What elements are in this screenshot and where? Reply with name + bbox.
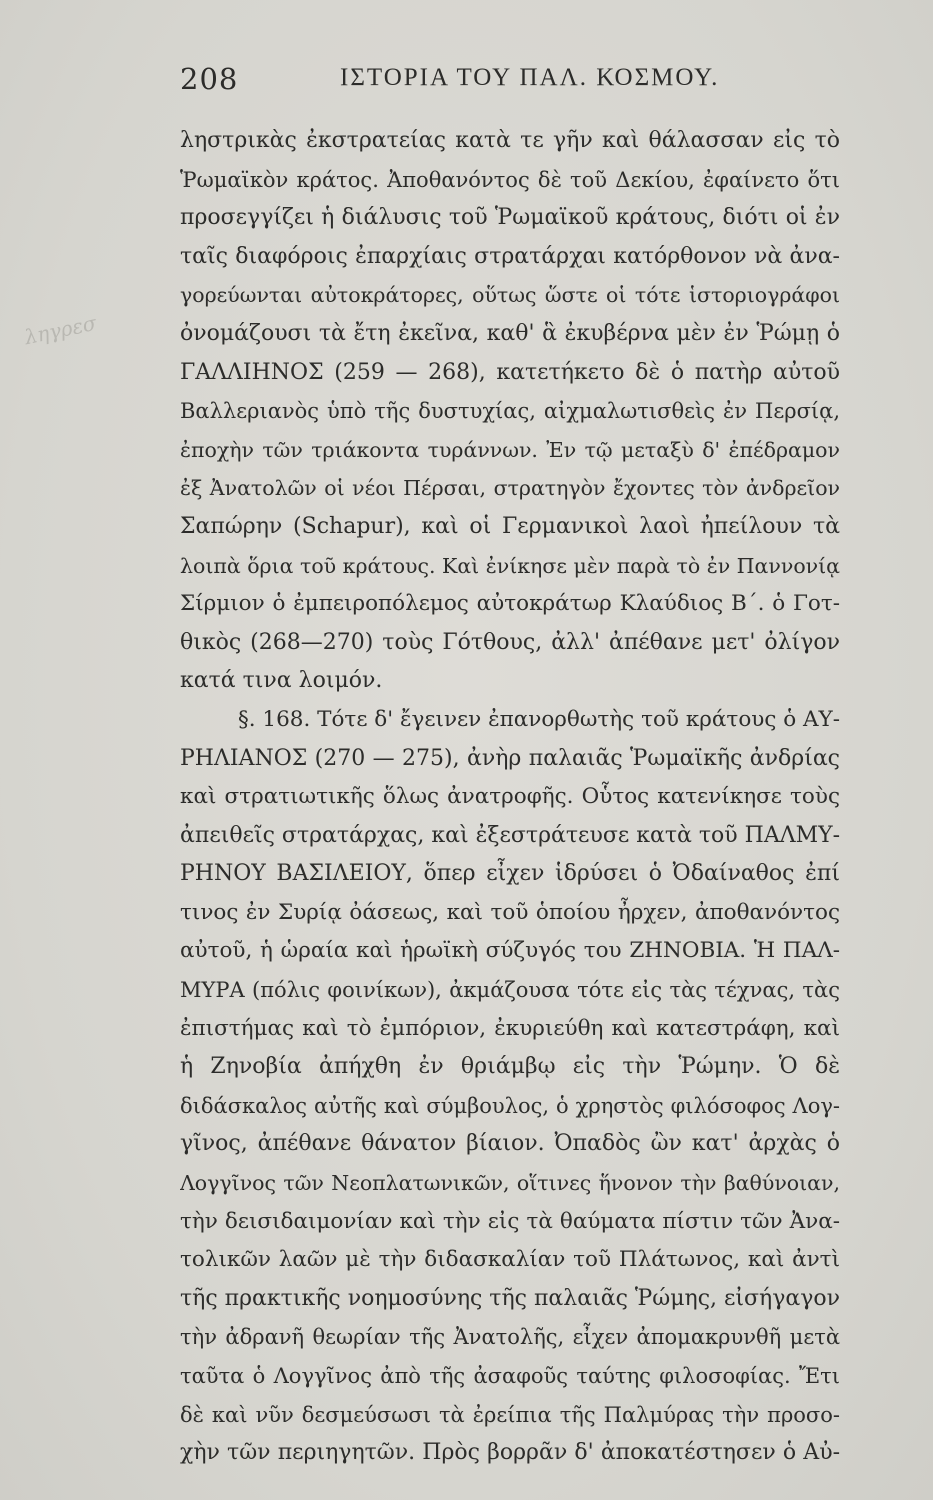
text-line: ὀνομάζουσι τὰ ἔτη ἐκεῖνα, καθ' ἃ ἐκυβέρνα μὲν ἐν Ῥώμῃ ὁ [180, 320, 840, 346]
text-line: ληστρικὰς ἐκστρατείας κατὰ τε γῆν καὶ θάλασσαν εἰς τὸ [180, 128, 840, 153]
text-line: διδάσκαλος αὐτῆς καὶ σύμβουλος, ὁ χρηστὸς φιλόσοφος Λογ- [180, 1093, 840, 1118]
text-line: ἡ Ζηνοβία ἀπήχθη ἐν θριάμβῳ εἰς τὴν Ῥώμην. Ὁ δὲ [180, 1054, 840, 1080]
text-line: τῆς πρακτικῆς νοημοσύνης τῆς παλαιᾶς Ῥώμης, εἰσήγαγον [180, 1285, 840, 1311]
text-line: Σίρμιον ὁ ἐμπειροπόλεμος αὐτοκράτωρ Κλαύδιος Β΄. ὁ Γοτ- [180, 591, 840, 617]
text-line: καὶ στρατιωτικῆς ὅλως ἀνατροφῆς. Οὗτος κατενίκησε τοὺς [180, 784, 840, 810]
text-line: αὐτοῦ, ἡ ὡραία καὶ ἡρωϊκὴ σύζυγός του ΖΗΝΟΒΙΑ. Ἡ ΠΑΛ- [180, 938, 840, 964]
text-line: λοιπὰ ὅρια τοῦ κράτους. Καὶ ἐνίκησε μὲν παρὰ τὸ ἐν Παννονίᾳ [180, 553, 840, 578]
text-line: ἐπιστήμας καὶ τὸ ἐμπόριον, ἐκυριεύθη καὶ κατεστράφη, καὶ [180, 1015, 840, 1041]
text-line: τολικῶν λαῶν μὲ τὴν διδασκαλίαν τοῦ Πλάτωνος, καὶ ἀντὶ [180, 1247, 840, 1273]
text-line: ταῦτα ὁ Λογγῖνος ἀπὸ τῆς ἀσαφοῦς ταύτης φιλοσοφίας. Ἔτι [180, 1364, 840, 1388]
text-line: ΡΗΛΙΑΝΟΣ (270 — 275), ἀνὴρ παλαιᾶς Ῥωμαϊκῆς ἀνδρίας [180, 745, 840, 771]
text-line: προσεγγίζει ἡ διάλυσις τοῦ Ῥωμαϊκοῦ κράτους, διότι οἱ ἐν [180, 205, 840, 231]
text-line: τὴν δεισιδαιμονίαν καὶ τὴν εἰς τὰ θαύματα πίστιν τῶν Ἀνα- [180, 1208, 840, 1234]
text-line: ΡΗΝΟΥ ΒΑΣΙΛΕΙΟΥ, ὅπερ εἶχεν ἱδρύσει ὁ Ὀδαίναθος ἐπί [180, 861, 840, 887]
paragraph-end-line: κατά τινα λοιμόν. [180, 668, 383, 694]
text-line: Βαλλεριανὸς ὑπὸ τῆς δυστυχίας, αἰχμαλωτισθεὶς ἐν Περσίᾳ, [180, 399, 840, 424]
text-line: ΜΥΡΑ (πόλις φοινίκων), ἀκμάζουσα τότε εἰς τὰς τέχνας, τὰς [180, 978, 840, 1003]
text-line: τινος ἐν Συρίᾳ ὀάσεως, καὶ τοῦ ὁποίου ἦρχεν, ἀποθανόντος [180, 899, 840, 925]
section-168-start: §. 168. Τότε δ' ἔγεινεν ἐπανορθωτὴς τοῦ κράτους ὁ ΑΥ- [238, 706, 840, 732]
text-line: τὴν ἀδρανῆ θεωρίαν τῆς Ἀνατολῆς, εἶχεν ἀπομακρυνθῆ μετὰ [180, 1325, 840, 1350]
text-line: γῖνος, ἀπέθανε θάνατον βίαιον. Ὀπαδὸς ὢν κατ' ἀρχὰς ὁ [180, 1131, 840, 1157]
page-number: 208 [180, 62, 239, 96]
running-head: ΙΣΤΟΡΙΑ ΤΟΥ ΠΑΛ. ΚΟΣΜΟΥ. [340, 64, 720, 91]
body-text [180, 122, 840, 1473]
text-line: ταῖς διαφόροις ἐπαρχίαις στρατάρχαι κατόρθονον νὰ ἀνα- [180, 243, 840, 269]
text-line: δὲ καὶ νῦν δεσμεύσωσι τὰ ἐρείπια τῆς Παλμύρας τὴν προσο- [180, 1402, 840, 1427]
text-line: γορεύωνται αὐτοκράτορες, οὕτως ὥστε οἱ τότε ἱστοριογράφοι [180, 283, 840, 308]
text-line: χὴν τῶν περιηγητῶν. Πρὸς βορρᾶν δ' ἀποκατέστησεν ὁ Αὐ- [180, 1440, 840, 1466]
text-line: ΓΑΛΛΙΗΝΟΣ (259 — 268), κατετήκετο δὲ ὁ πατὴρ αὐτοῦ [180, 359, 840, 385]
text-line: θικὸς (268—270) τοὺς Γότθους, ἀλλ' ἀπέθανε μετ' ὀλίγον [180, 629, 840, 655]
text-line: Λογγῖνος τῶν Νεοπλατωνικῶν, οἵτινες ἥνονον τὴν βαθύνοιαν, [180, 1171, 840, 1196]
margin-annotation: ληγρεσ [22, 310, 99, 350]
text-line: ἀπειθεῖς στρατάρχας, καὶ ἐξεστράτευσε κατὰ τοῦ ΠΑΛΜΥ- [180, 822, 840, 848]
text-line: Σαπώρην (Schapur), καὶ οἱ Γερμανικοὶ λαοὶ ἠπείλουν τὰ [180, 513, 840, 539]
page-header [180, 62, 840, 102]
text-line: ἐποχὴν τῶν τριάκοντα τυράννων. Ἐν τῷ μεταξὺ δ' ἐπέδραμον [180, 437, 840, 462]
text-line: Ῥωμαϊκὸν κράτος. Ἀποθανόντος δὲ τοῦ Δεκίου, ἐφαίνετο ὅτι [180, 167, 840, 192]
text-line: ἐξ Ἀνατολῶν οἱ νέοι Πέρσαι, στρατηγὸν ἔχοντες τὸν ἀνδρεῖον [180, 476, 840, 501]
